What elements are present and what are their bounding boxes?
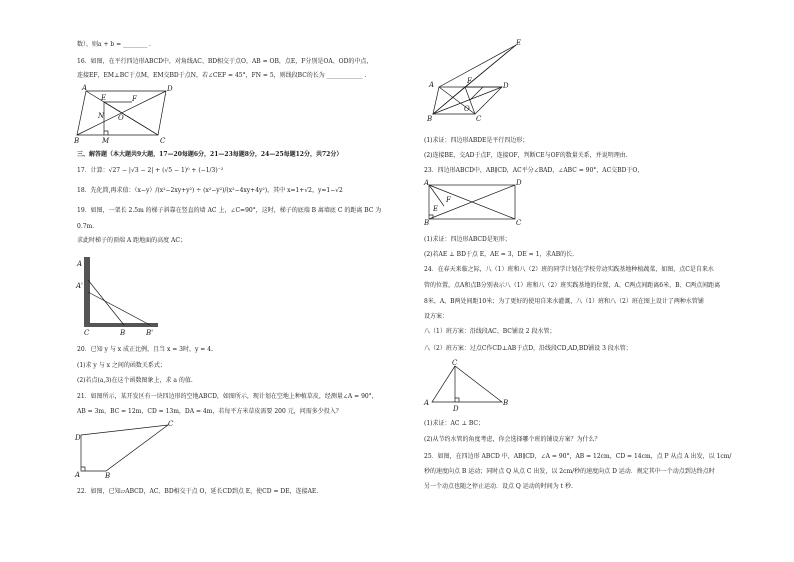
- fig24-label-C: C: [452, 359, 458, 367]
- question-24-plan-1: 八（1）班方案：沿线段AC、BC铺设 2 段水管；: [424, 328, 556, 335]
- figure-22-parallelogram: [425, 38, 525, 124]
- question-23: 23．四边形ABCD中，AB∥CD，AC平分∠BAD，∠ABC = 90°，AC交BD于O，: [424, 167, 644, 174]
- fig19-label-A: A: [77, 260, 83, 268]
- fig21-label-D: D: [75, 434, 81, 442]
- fig19-label-A2: A': [76, 282, 83, 290]
- question-25-line3: 另一个动点也随之停止运动．设点 Q 运动的时间为 t 秒.: [424, 483, 573, 490]
- question-22-part2: (2)连接BE，交AD于点F，连接OF，判断CE与OF的数量关系，并说明理由.: [424, 152, 628, 159]
- fig19-label-B: B: [120, 329, 126, 337]
- figure-16-parallelogram: [74, 84, 174, 146]
- figure-24-triangle: [424, 358, 514, 414]
- fig22-label-O: O: [464, 105, 470, 113]
- fig21-label-A: A: [75, 471, 81, 479]
- question-16-line1: 16．如图，在平行四边形ABCD中，对角线AC、BD相交于点O，AB = OB，点E，F分别是OA、OD的中点，: [77, 58, 373, 65]
- fig22-label-F: F: [467, 77, 472, 85]
- fig24-label-B: B: [503, 399, 509, 407]
- question-20-part1: (1)求 y 与 x 之间的函数关系式；: [77, 362, 166, 369]
- question-17: 17．计算：√27 − |√3 − 2| + (√5 − 1)⁰ + (−1/3)⁻²: [77, 167, 224, 174]
- question-24-part2: (2)从节约水管的角度考虑，你会选择哪个班的铺设方案？为什么？: [424, 436, 601, 443]
- fig16-label-E: E: [101, 94, 107, 102]
- question-23-part1: (1)求证：四边形ABCD是矩形；: [424, 236, 511, 243]
- question-23-part2: (2)若AE ⊥ BD于点 E，AE = 3，DE = 1，求AB的长.: [424, 251, 575, 258]
- question-24-line1: 24．在春天来临之际，八（1）班和八（2）班的同学计划在学校劳动实践基地种植蔬菜，如图，点C是自来水: [424, 266, 714, 273]
- question-24-line4: 设方案：: [424, 313, 449, 320]
- question-19-line3: 求此时梯子的顶端 A 距地面的高度 AC；: [77, 237, 186, 244]
- fig21-label-B: B: [105, 472, 111, 480]
- question-19-line2: 0.7m.: [77, 223, 95, 230]
- fig23-label-F: F: [446, 196, 451, 204]
- fig22-label-B: B: [427, 115, 433, 123]
- figure-21-quadrilateral: [74, 420, 174, 480]
- fig24-label-A: A: [424, 399, 430, 407]
- fig22-label-A: A: [429, 81, 435, 89]
- section-3-heading: 三、解答题（本大题共9大题，17—20每题6分，21—23每题8分，24—25每题12分，共72分）: [77, 151, 343, 158]
- question-21-line2: AB = 3m，BC = 12m，CD = 13m，DA = 4m，若每平方米草皮需要 200 元，问需多少投入？: [77, 408, 342, 415]
- question-25-line1: 25．如图，在四边形 ABCD 中，AB∥CD，∠A = 90°，AB = 12cm，CD = 14cm，点 P 从点 A 出发，以 1cm/: [424, 453, 732, 460]
- question-22-part1: (1)求证：四边形ABDE是平行四边形；: [424, 137, 529, 144]
- fig22-label-C: C: [476, 115, 482, 123]
- fig23-label-E: E: [433, 205, 439, 213]
- fig21-label-C: C: [168, 420, 174, 428]
- question-21-line1: 21．如图所示，某开发区有一块四边形的空地ABCD，如图所示，现计划在空地上种植草皮，经测量∠A = 90°，: [77, 393, 378, 400]
- question-20-part2: (2)若点(a,3)在这个函数图象上，求 a 的值.: [77, 377, 193, 384]
- question-19-line1: 19．如图，一架长 2.5m 的梯子斜靠在竖直的墙 AC 上，∠C=90°，这时，梯子的底端 B 离墙底 C 的距离 BC 为: [77, 207, 382, 214]
- fig23-label-A: A: [424, 179, 430, 187]
- fig19-label-B2: B': [146, 329, 154, 337]
- question-20: 20．已知 y 与 x 成正比例，且当 x = 3时，y = 4.: [77, 346, 213, 353]
- fig16-label-D: D: [167, 85, 173, 93]
- fig16-label-F: F: [132, 95, 137, 103]
- figure-23-rectangle: [424, 178, 524, 228]
- question-24-plan-2: 八（2）班方案：过点C作CD⊥AB于点D，沿线段CD,AD,BD铺设 3 段水管；: [424, 345, 632, 352]
- question-24-part1: (1)求证：AC ⊥ BC；: [424, 420, 484, 427]
- fig16-label-B: B: [74, 137, 80, 145]
- question-22: 22．如图，已知▱ABCD，AC、BD相交于点 O，延长CD到点 E，使CD = DE，连接AE.: [77, 488, 319, 495]
- question-18: 18．先化简,再求值：（x−y）/(x²−2xy+y²) ÷ (x²−y²)/(x²−4xy+4y²)，其中 x=1+√2，y=1−√2: [77, 187, 343, 194]
- question-24-line2: 管的位置，点A和点B分别表示八（1）班和八（2）班实践基地的位置，A、C两点间距离6米，B、C两点间距离: [424, 282, 721, 289]
- fig22-label-E: E: [516, 39, 522, 47]
- fig23-label-C: C: [516, 219, 522, 227]
- figure-19-ladder: [74, 252, 164, 336]
- fig16-label-C: C: [160, 137, 166, 145]
- line-ab-sum: 数），则a + b = ________ .: [77, 41, 151, 48]
- fig19-label-C: C: [84, 329, 90, 337]
- question-24-line3: 8米，A、B两处间距10米；为了更好的使用自来水灌溉，八（1）班和八（2）班在图上设计了两种水管铺: [424, 298, 704, 305]
- fig16-label-M: M: [102, 137, 110, 145]
- fig24-label-D: D: [453, 405, 459, 413]
- fig22-label-D: D: [503, 82, 509, 90]
- fig23-label-B: B: [424, 219, 430, 227]
- question-16-line2: 连接EF，EM⊥BC于点M，EM交BD于点N，若∠CEF = 45°，FN = 5，则线段BC的长为 ____________ .: [77, 72, 367, 79]
- fig16-label-N: N: [98, 112, 105, 120]
- fig23-label-D: D: [516, 179, 522, 187]
- fig16-label-A: A: [82, 84, 88, 92]
- fig16-label-O: O: [118, 114, 124, 122]
- question-25-line2: 秒的速度向点 B 运动；同时点 Q 从点 C 出发，以 2cm/秒的速度向点 D 运动．规定其中一个动点到达终点时: [424, 468, 715, 475]
